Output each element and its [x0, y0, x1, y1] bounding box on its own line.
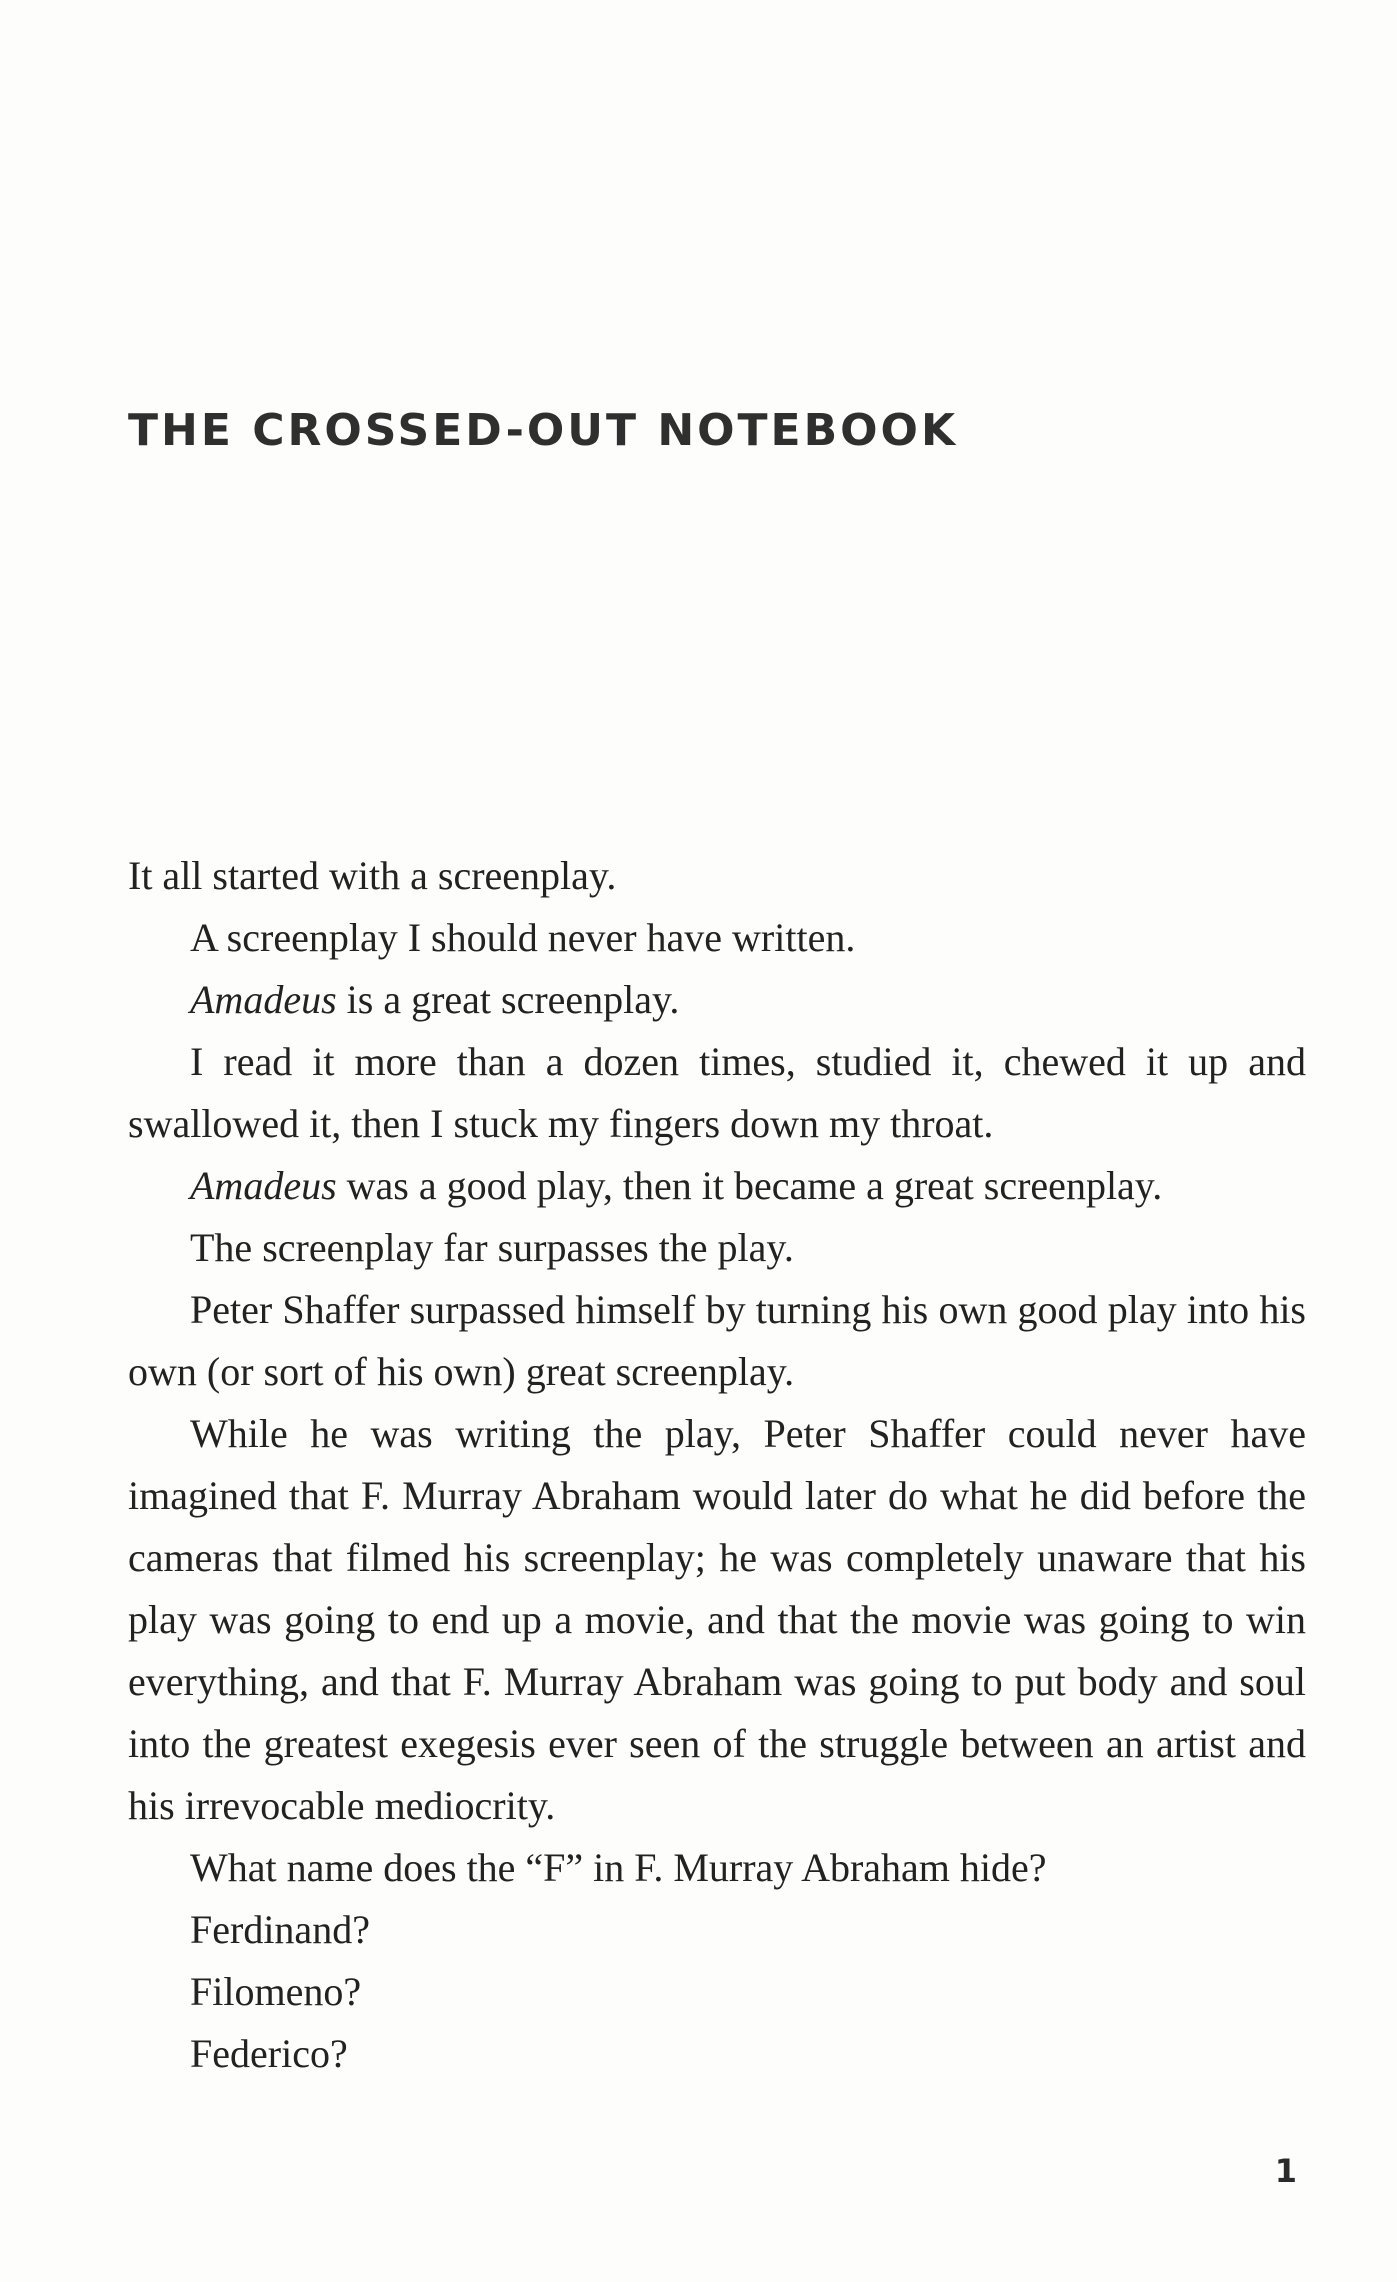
paragraph: Federico?: [190, 2031, 348, 2076]
paragraph: What name does the “F” in F. Murray Abraham hide?: [190, 1845, 1047, 1890]
paragraph: The screenplay far surpasses the play.: [190, 1225, 794, 1270]
paragraph: It all started with a screenplay.: [128, 853, 617, 898]
paragraph: Filomeno?: [190, 1969, 362, 2014]
chapter-body: [128, 845, 1306, 2085]
paragraph: A screenplay I should never have written.: [190, 915, 856, 960]
italic-title: Amadeus: [190, 1163, 337, 1208]
page-number: 1: [1274, 2152, 1297, 2190]
paragraph: While he was writing the play, Peter Shaffer could never have imagined that F. Murray Abraham would later do what he did before the cameras that filmed his screenplay; he was completely unaware that his play was going to end up a movie, and that the movie was going to win everything, and that F. Murray Abraham was going to put body and soul into the greatest exegesis ever seen of the struggle between an artist and his irrevocable mediocrity.: [128, 1411, 1306, 1828]
paragraph: Peter Shaffer surpassed himself by turning his own good play into his own (or sort of his own) great screenplay.: [128, 1287, 1306, 1394]
paragraph: I read it more than a dozen times, studied it, chewed it up and swallowed it, then I stuck my fingers down my throat.: [128, 1039, 1306, 1146]
paragraph: Amadeus was a good play, then it became a great screenplay.: [190, 1163, 1163, 1208]
chapter-title: THE CROSSED-OUT NOTEBOOK: [128, 405, 959, 456]
paragraph: Amadeus is a great screenplay.: [190, 977, 680, 1022]
paragraph: Ferdinand?: [190, 1907, 370, 1952]
italic-title: Amadeus: [190, 977, 337, 1022]
